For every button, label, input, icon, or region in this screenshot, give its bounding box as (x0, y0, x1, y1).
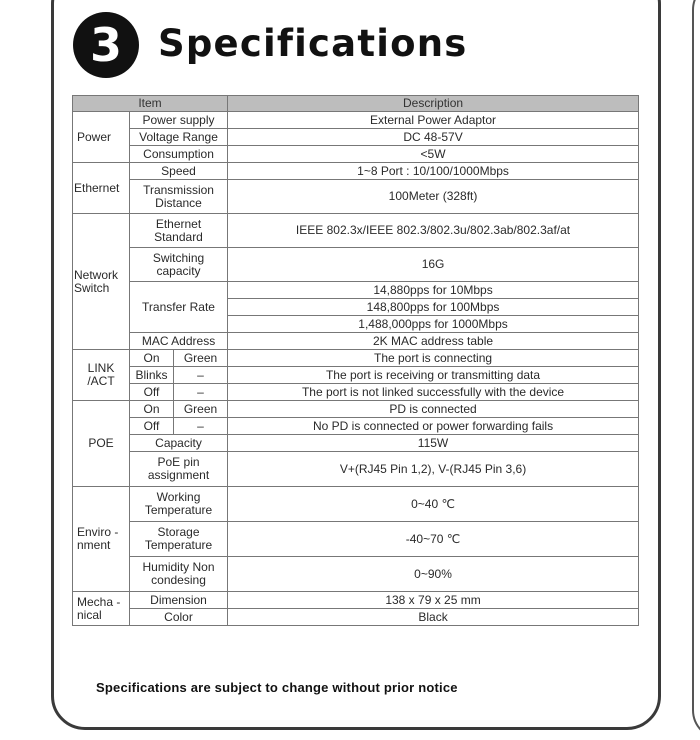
item-label: Power supply (130, 112, 228, 129)
item-value: -40~70 ℃ (228, 522, 639, 557)
item-value: 1~8 Port : 10/100/1000Mbps (228, 163, 639, 180)
category-ethernet: Ethernet (73, 163, 130, 214)
table-row (73, 609, 639, 626)
page-title: Specifications (158, 22, 468, 65)
table-row (73, 487, 639, 522)
table-row (73, 248, 639, 282)
item-label: Color (130, 609, 228, 626)
item-label: Switching capacity (130, 248, 228, 282)
item-value: <5W (228, 146, 639, 163)
section-number-badge: 3 (73, 12, 139, 78)
header-description: Description (228, 96, 639, 112)
led-state: Blinks (130, 367, 174, 384)
item-value: 148,800pps for 100Mbps (228, 299, 639, 316)
item-value: 138 x 79 x 25 mm (228, 592, 639, 609)
table-row (73, 557, 639, 592)
led-state: Off (130, 384, 174, 401)
item-value: IEEE 802.3x/IEEE 802.3/802.3u/802.3ab/802.3af/at (228, 214, 639, 248)
item-value: 100Meter (328ft) (228, 180, 639, 214)
item-value: DC 48-57V (228, 129, 639, 146)
table-row (73, 384, 639, 401)
footer-note: Specifications are subject to change without prior notice (96, 680, 458, 695)
table-row (73, 592, 639, 609)
table-row (73, 333, 639, 350)
item-label: Consumption (130, 146, 228, 163)
specifications-table (72, 95, 639, 626)
item-value: PD is connected (228, 401, 639, 418)
item-value: 0~90% (228, 557, 639, 592)
item-label: Voltage Range (130, 129, 228, 146)
item-label: Transfer Rate (130, 282, 228, 333)
led-color: Green (174, 350, 228, 367)
item-label: MAC Address (130, 333, 228, 350)
led-state: On (130, 401, 174, 418)
item-value: The port is receiving or transmitting data (228, 367, 639, 384)
item-label: Working Temperature (130, 487, 228, 522)
item-value: External Power Adaptor (228, 112, 639, 129)
item-label: Transmission Distance (130, 180, 228, 214)
item-value: 2K MAC address table (228, 333, 639, 350)
item-value: V+(RJ45 Pin 1,2), V-(RJ45 Pin 3,6) (228, 452, 639, 487)
item-value: No PD is connected or power forwarding fails (228, 418, 639, 435)
item-value: 14,880pps for 10Mbps (228, 282, 639, 299)
item-label: Humidity Non condesing (130, 557, 228, 592)
led-color: – (174, 418, 228, 435)
category-network-switch: Network Switch (73, 214, 130, 350)
table-row (73, 418, 639, 435)
table-row (73, 282, 639, 299)
item-value: Black (228, 609, 639, 626)
category-power: Power (73, 112, 130, 163)
category-link-act: LINK /ACT (73, 350, 130, 401)
item-value: The port is not linked successfully with the device (228, 384, 639, 401)
led-color: – (174, 384, 228, 401)
item-label: Capacity (130, 435, 228, 452)
table-row (73, 350, 639, 367)
item-value: 16G (228, 248, 639, 282)
category-poe: POE (73, 401, 130, 487)
next-card-edge (692, 0, 700, 740)
item-label: Speed (130, 163, 228, 180)
category-mechanical: Mecha -nical (73, 592, 130, 626)
led-color: – (174, 367, 228, 384)
category-environment: Enviro -nment (73, 487, 130, 592)
item-value: 115W (228, 435, 639, 452)
table-row (73, 146, 639, 163)
item-label: Storage Temperature (130, 522, 228, 557)
table-header-row (73, 96, 639, 112)
item-value: 1,488,000pps for 1000Mbps (228, 316, 639, 333)
item-label: PoE pin assignment (130, 452, 228, 487)
led-color: Green (174, 401, 228, 418)
item-value: 0~40 ℃ (228, 487, 639, 522)
table-row (73, 214, 639, 248)
table-row (73, 163, 639, 180)
item-label: Dimension (130, 592, 228, 609)
led-state: Off (130, 418, 174, 435)
table-row (73, 367, 639, 384)
table-row (73, 401, 639, 418)
item-value: The port is connecting (228, 350, 639, 367)
table-row (73, 435, 639, 452)
table-row (73, 129, 639, 146)
table-row (73, 452, 639, 487)
table-row (73, 180, 639, 214)
header-item: Item (73, 96, 228, 112)
led-state: On (130, 350, 174, 367)
item-label: Ethernet Standard (130, 214, 228, 248)
table-row (73, 522, 639, 557)
table-row (73, 112, 639, 129)
